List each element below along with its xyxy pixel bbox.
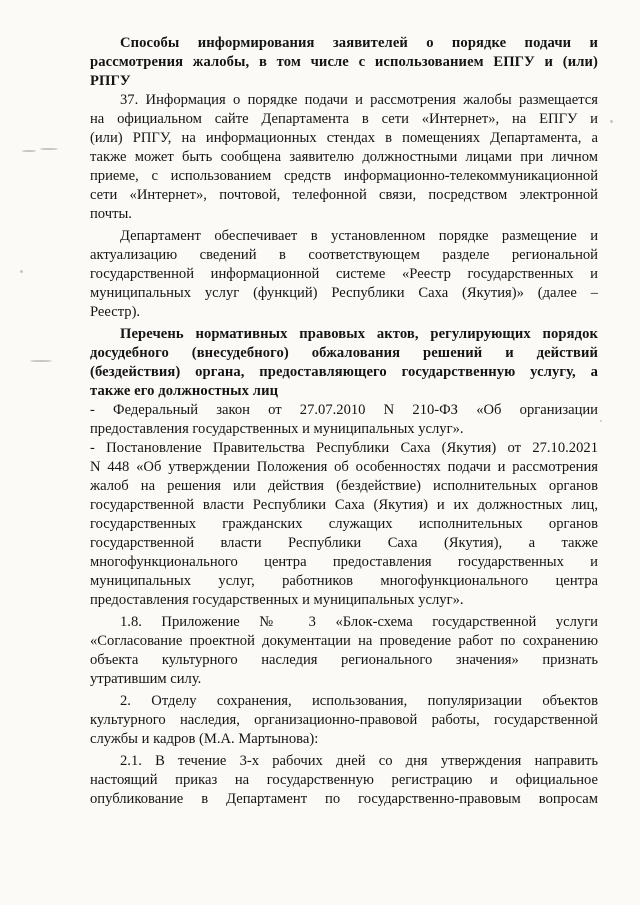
list-item-federal-law <box>90 401 598 439</box>
text-line: настоящий приказ на государственную регистрацию и официальное <box>90 772 598 788</box>
text-line: объекта культурного наследия регионального значения» признать <box>90 652 598 668</box>
text-line: также его должностных лиц <box>90 383 279 399</box>
text-line: жалоб на решения или действия (бездействие) исполнительных органов <box>90 478 598 494</box>
text-line: Способы информирования заявителей о порядке подачи и <box>120 35 598 51</box>
text-line: Департамент обеспечивает в установленном порядке размещение и <box>120 228 598 244</box>
scan-speck <box>30 360 52 362</box>
text-line: «Согласование проектной документации на проведение работ по сохранению <box>90 633 598 649</box>
text-line: 37. Информация о порядке подачи и рассмотрения жалобы размещается <box>120 92 598 108</box>
text-line: почты. <box>90 206 132 222</box>
item-1-8 <box>90 613 598 689</box>
paragraph-department <box>90 227 598 322</box>
text-line: опубликование в Департамент по государственно-правовым вопросам <box>90 791 598 807</box>
scan-speck <box>22 150 36 152</box>
scan-speck <box>610 120 613 123</box>
scan-speck <box>600 420 602 422</box>
section-heading-regulations <box>90 325 598 401</box>
text-line: Перечень нормативных правовых актов, регулирующих порядок <box>120 326 598 342</box>
text-line: культурного наследия, организационно-правовой работы, государственной <box>90 712 598 728</box>
text-line: (бездействия) органа, предоставляющего государственную услугу, а <box>90 364 598 380</box>
section-heading-complaint-info-cont <box>90 53 598 91</box>
text-line: предоставления государственных и муниципальных услуг». <box>90 592 464 608</box>
list-item-resolution <box>90 439 598 610</box>
text-line: государственной информационной системе «Реестр государственных и <box>90 266 598 282</box>
text-line: предоставления государственных и муниципальных услуг». <box>90 421 464 437</box>
paragraph-37 <box>90 91 598 224</box>
text-line: - Постановление Правительства Республики Саха (Якутия) от 27.10.2021 <box>90 440 598 456</box>
text-line: 2. Отделу сохранения, использования, популяризации объектов <box>120 693 598 709</box>
scan-speck <box>40 148 58 150</box>
text-line: 2.1. В течение 3-х рабочих дней со дня утверждения направить <box>120 753 598 769</box>
item-2 <box>90 692 598 749</box>
text-line: муниципальных услуг, работников многофункционального центра <box>90 573 598 589</box>
item-2-1 <box>90 752 598 809</box>
text-line: также может быть сообщена заявителю должностными лицами при личном <box>90 149 598 165</box>
text-line: муниципальных услуг (функций) Республики Саха (Якутия)» (далее – <box>90 285 598 301</box>
text-line: рассмотрения жалобы, в том числе с использованием ЕПГУ и (или) <box>90 54 598 70</box>
text-line: (или) РПГУ, на информационных стендах в помещениях Департамента, а <box>90 130 598 146</box>
text-line: - Федеральный закон от 27.07.2010 N 210-ФЗ «Об организации <box>90 402 598 418</box>
section-heading-complaint-info <box>90 34 598 53</box>
text-line: утратившим силу. <box>90 671 202 687</box>
text-line: службы и кадров (М.А. Мартынова): <box>90 731 319 747</box>
text-line: государственных гражданских служащих исполнительных органов <box>90 516 598 532</box>
text-line: N 448 «Об утверждении Положения об особенностях подачи и рассмотрения <box>90 459 598 475</box>
scan-speck <box>20 270 23 273</box>
text-line: РПГУ <box>90 73 131 89</box>
text-line: многофункционального центра предоставления государственных и <box>90 554 598 570</box>
text-line: досудебного (внесудебного) обжалования решений и действий <box>90 345 598 361</box>
text-line: на официальном сайте Департамента в сети «Интернет», на ЕПГУ и <box>90 111 598 127</box>
text-line: актуализацию сведений в соответствующем разделе региональной <box>90 247 598 263</box>
text-line: сети «Интернет», почтовой, телефонной связи, посредством электронной <box>90 187 598 203</box>
document-page <box>90 34 598 809</box>
text-line: государственной власти Республики Саха (Якутия) и их должностных лиц, <box>90 497 598 513</box>
text-line: Реестр). <box>90 304 141 320</box>
text-line: приеме, с использованием средств информационно-телекоммуникационной <box>90 168 598 184</box>
text-line: 1.8. Приложение № 3 «Блок-схема государственной услуги <box>120 614 598 630</box>
text-line: государственной власти Республики Саха (Якутия), а также <box>90 535 598 551</box>
